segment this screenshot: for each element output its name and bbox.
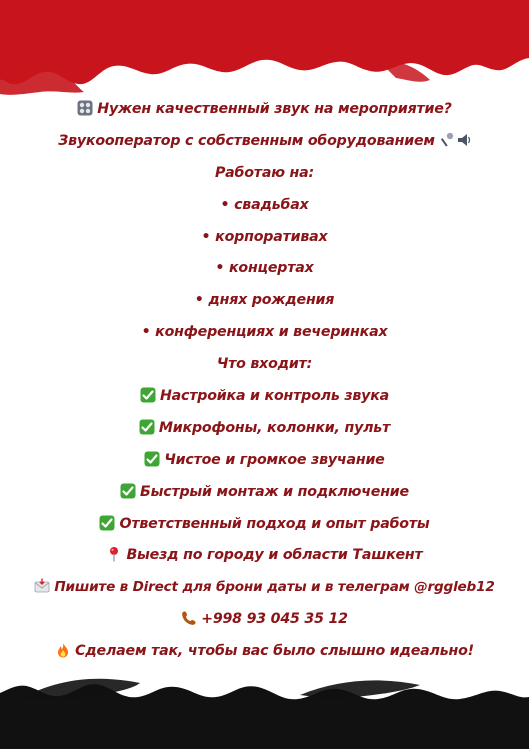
check-mark-icon — [99, 515, 115, 531]
line-text: • свадьбах — [220, 196, 309, 213]
pin-icon — [106, 546, 122, 562]
headline-line — [77, 94, 451, 126]
line-text: Звукооператор с собственным оборудованием — [58, 132, 435, 149]
line-text: • концертах — [215, 260, 314, 277]
list-item — [202, 222, 328, 254]
line-text: Работаю на: — [214, 164, 314, 181]
list-item — [220, 190, 308, 222]
line-text: Микрофоны, колонки, пульт — [158, 419, 391, 436]
line-text: Нужен качественный звук на мероприятие? — [97, 101, 452, 117]
subheadline-line — [58, 126, 471, 158]
line-text: Выезд по городу и области Ташкент — [126, 547, 423, 564]
line-text: • днях рождения — [194, 292, 335, 309]
announcement-text — [0, 94, 529, 668]
line-text: Что входит: — [216, 356, 313, 373]
list-item — [215, 253, 313, 285]
feature-item — [99, 509, 429, 541]
phone-line — [181, 604, 348, 636]
location-line — [106, 540, 422, 572]
feature-item — [120, 477, 409, 509]
line-text: Пишите в Direct для брони даты и в телеграм @rggleb12 — [54, 579, 495, 596]
check-mark-icon — [139, 419, 155, 435]
line-text: • корпоративах — [201, 228, 328, 245]
list-item — [195, 285, 334, 317]
feature-item — [140, 381, 389, 413]
line-text: Сделаем так, чтобы вас было слышно идеально! — [75, 643, 474, 660]
line-text: +998 93 045 35 12 — [201, 611, 348, 628]
top-brush-stroke — [0, 0, 529, 100]
microphone-speaker-icon — [439, 132, 471, 148]
closing-line — [55, 636, 474, 668]
line-text: Настройка и контроль звука — [159, 388, 390, 405]
bottom-brush-stroke — [0, 669, 529, 749]
envelope-icon — [34, 578, 50, 594]
check-mark-icon — [144, 451, 160, 467]
line-text: Быстрый монтаж и подключение — [140, 483, 409, 500]
check-mark-icon — [140, 387, 156, 403]
line-text: Ответственный подход и опыт работы — [119, 515, 430, 532]
feature-item — [139, 413, 390, 445]
includes-heading — [217, 349, 312, 381]
fire-icon — [55, 642, 71, 658]
work-heading — [215, 158, 314, 190]
feature-item — [144, 445, 384, 477]
list-item — [142, 317, 388, 349]
check-mark-icon — [120, 483, 136, 499]
line-text: • конференциях и вечеринках — [141, 324, 388, 341]
contact-line — [34, 572, 494, 604]
control-knobs-icon — [77, 100, 93, 116]
line-text: Чистое и громкое звучание — [164, 451, 385, 468]
phone-icon — [181, 610, 197, 626]
